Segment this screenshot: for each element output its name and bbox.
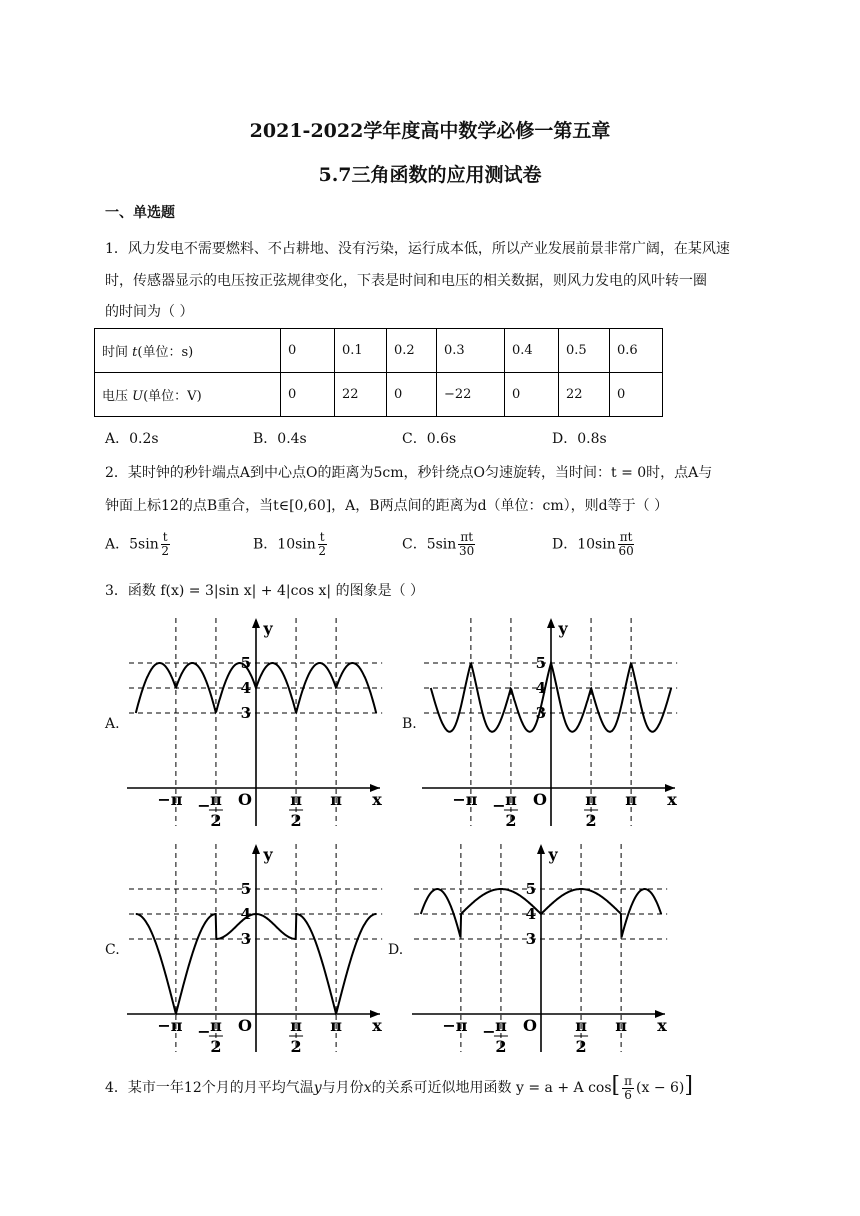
y-tick-label: 5 <box>240 880 251 898</box>
y-tick-label: 4 <box>525 905 536 923</box>
table-cell: 0.6 <box>610 329 663 373</box>
y-tick-label: 4 <box>240 905 251 923</box>
tick-label: π <box>625 790 637 809</box>
tick-label: 2 <box>290 811 302 830</box>
table-cell: 0.2 <box>387 329 437 373</box>
origin-label: O <box>533 790 547 809</box>
tick-label: 2 <box>575 1037 587 1056</box>
y-axis-arrow-icon <box>252 618 260 628</box>
option-d[interactable]: D．0.8s <box>552 431 607 447</box>
tick-label: π <box>615 1016 627 1035</box>
tick-label: π <box>210 1016 222 1035</box>
table-cell: 0.1 <box>335 329 387 373</box>
tick-label: − <box>197 796 211 815</box>
y-axis-arrow-icon <box>537 844 545 854</box>
tick-label: 2 <box>290 1037 302 1056</box>
option-c[interactable]: C．5sin $\frac{\pi t}{30}$ <box>402 530 475 558</box>
table-cell: 0.4 <box>505 329 559 373</box>
x-axis-label: x <box>657 1016 667 1035</box>
graph-d <box>410 838 680 1058</box>
q1-line2: 时，传感器显示的电压按正弦规律变化，下表是时间和电压的相关数据，则风力发电的风叶转一圈 <box>105 273 707 289</box>
table-cell: 0.5 <box>559 329 610 373</box>
tick-label: π <box>210 790 222 809</box>
x-axis-label: x <box>667 790 677 809</box>
q2-line1: 2．某时钟的秒针端点A到中心点O的距离为5cm，秒针绕点O匀速旋转，当时间：t = 0时，点A与 <box>105 465 713 481</box>
origin-label: O <box>238 1016 252 1035</box>
table-cell: 0 <box>281 373 335 417</box>
tick-label: − <box>492 796 506 815</box>
table-row <box>95 373 663 417</box>
option-a[interactable]: A．5sin $\frac{t}{2}$ <box>105 530 169 558</box>
tick-label: −π <box>157 790 183 809</box>
origin-label: O <box>523 1016 537 1035</box>
tick-label: π <box>330 1016 342 1035</box>
tick-label: 2 <box>495 1037 507 1056</box>
tick-label: 2 <box>505 811 517 830</box>
table-cell: 0 <box>281 329 335 373</box>
tick-label: π <box>505 790 517 809</box>
table-cell: 0 <box>387 373 437 417</box>
x-axis-label: x <box>372 1016 382 1035</box>
tick-label: π <box>330 790 342 809</box>
y-tick-label: 3 <box>240 704 251 722</box>
tick-label: 2 <box>210 1037 222 1056</box>
table-cell: 22 <box>559 373 610 417</box>
y-axis-label: y <box>548 845 558 864</box>
y-axis-label: y <box>263 619 273 638</box>
y-tick-label: 5 <box>525 880 536 898</box>
tick-label: −π <box>442 1016 468 1035</box>
y-tick-label: 5 <box>240 654 251 672</box>
tick-label: π <box>575 1016 587 1035</box>
option-b[interactable]: B．0.4s <box>253 431 307 447</box>
y-axis-arrow-icon <box>547 618 555 628</box>
tick-label: π <box>585 790 597 809</box>
table-cell: 0 <box>610 373 663 417</box>
table-cell: −22 <box>437 373 505 417</box>
y-tick-label: 5 <box>535 654 546 672</box>
option-c[interactable]: C．0.6s <box>402 431 457 447</box>
section-heading: 一、单选题 <box>105 205 175 221</box>
y-tick-label: 3 <box>525 930 536 948</box>
tick-label: π <box>290 790 302 809</box>
row-header-time: 时间 t(单位：s) <box>95 329 281 373</box>
graph-d-label[interactable]: D. <box>388 942 404 958</box>
y-tick-label: 4 <box>535 679 546 697</box>
option-b[interactable]: B．10sin $\frac{t}{2}$ <box>253 530 327 558</box>
y-axis-label: y <box>558 619 568 638</box>
y-axis-arrow-icon <box>252 844 260 854</box>
table-cell: 22 <box>335 373 387 417</box>
q1-line1: 1．风力发电不需要燃料、不占耕地、没有污染，运行成本低，所以产业发展前景非常广阔，在某风速 <box>105 241 730 257</box>
origin-label: O <box>238 790 252 809</box>
tick-label: − <box>197 1022 211 1041</box>
table-cell: 0 <box>505 373 559 417</box>
graph-b-label[interactable]: B. <box>402 716 417 732</box>
y-tick-label: 3 <box>240 930 251 948</box>
doc-subtitle: 5.7三角函数的应用测试卷 <box>318 164 542 186</box>
tick-label: π <box>495 1016 507 1035</box>
graph-a <box>125 612 395 832</box>
tick-label: −π <box>452 790 478 809</box>
graph-b <box>420 612 690 832</box>
tick-label: 2 <box>585 811 597 830</box>
graph-a-label[interactable]: A. <box>105 716 120 732</box>
doc-title: 2021-2022学年度高中数学必修一第五章 <box>249 120 611 142</box>
tick-label: − <box>482 1022 496 1041</box>
row-header-voltage: 电压 U(单位：V) <box>95 373 281 417</box>
y-tick-label: 4 <box>240 679 251 697</box>
tick-label: −π <box>157 1016 183 1035</box>
y-axis-label: y <box>263 845 273 864</box>
q4-line1: 4．某市一年12个月的月平均气温y与月份x的关系可近似地用函数 y = a + A cos[ $\frac{\pi}{6}$ (x − 6)] <box>105 1073 693 1102</box>
x-axis-label: x <box>372 790 382 809</box>
y-tick-label: 3 <box>535 704 546 722</box>
option-a[interactable]: A．0.2s <box>105 431 159 447</box>
table-row <box>95 329 663 373</box>
option-d[interactable]: D．10sin $\frac{\pi t}{60}$ <box>552 530 634 558</box>
graph-c-label[interactable]: C. <box>105 942 120 958</box>
table-cell: 0.3 <box>437 329 505 373</box>
tick-label: 2 <box>210 811 222 830</box>
tick-label: π <box>290 1016 302 1035</box>
q3-stem: 3．函数 f(x) = 3|sin x| + 4|cos x| 的图象是（ ） <box>105 583 425 599</box>
q2-line2: 钟面上标12的点B重合，当t∈[0,60]，A，B两点间的距离为d（单位：cm），则d等于（ ） <box>105 498 669 514</box>
q1-data-table <box>94 328 663 417</box>
graph-c <box>125 838 395 1058</box>
q1-line3: 的时间为（ ） <box>105 304 194 320</box>
